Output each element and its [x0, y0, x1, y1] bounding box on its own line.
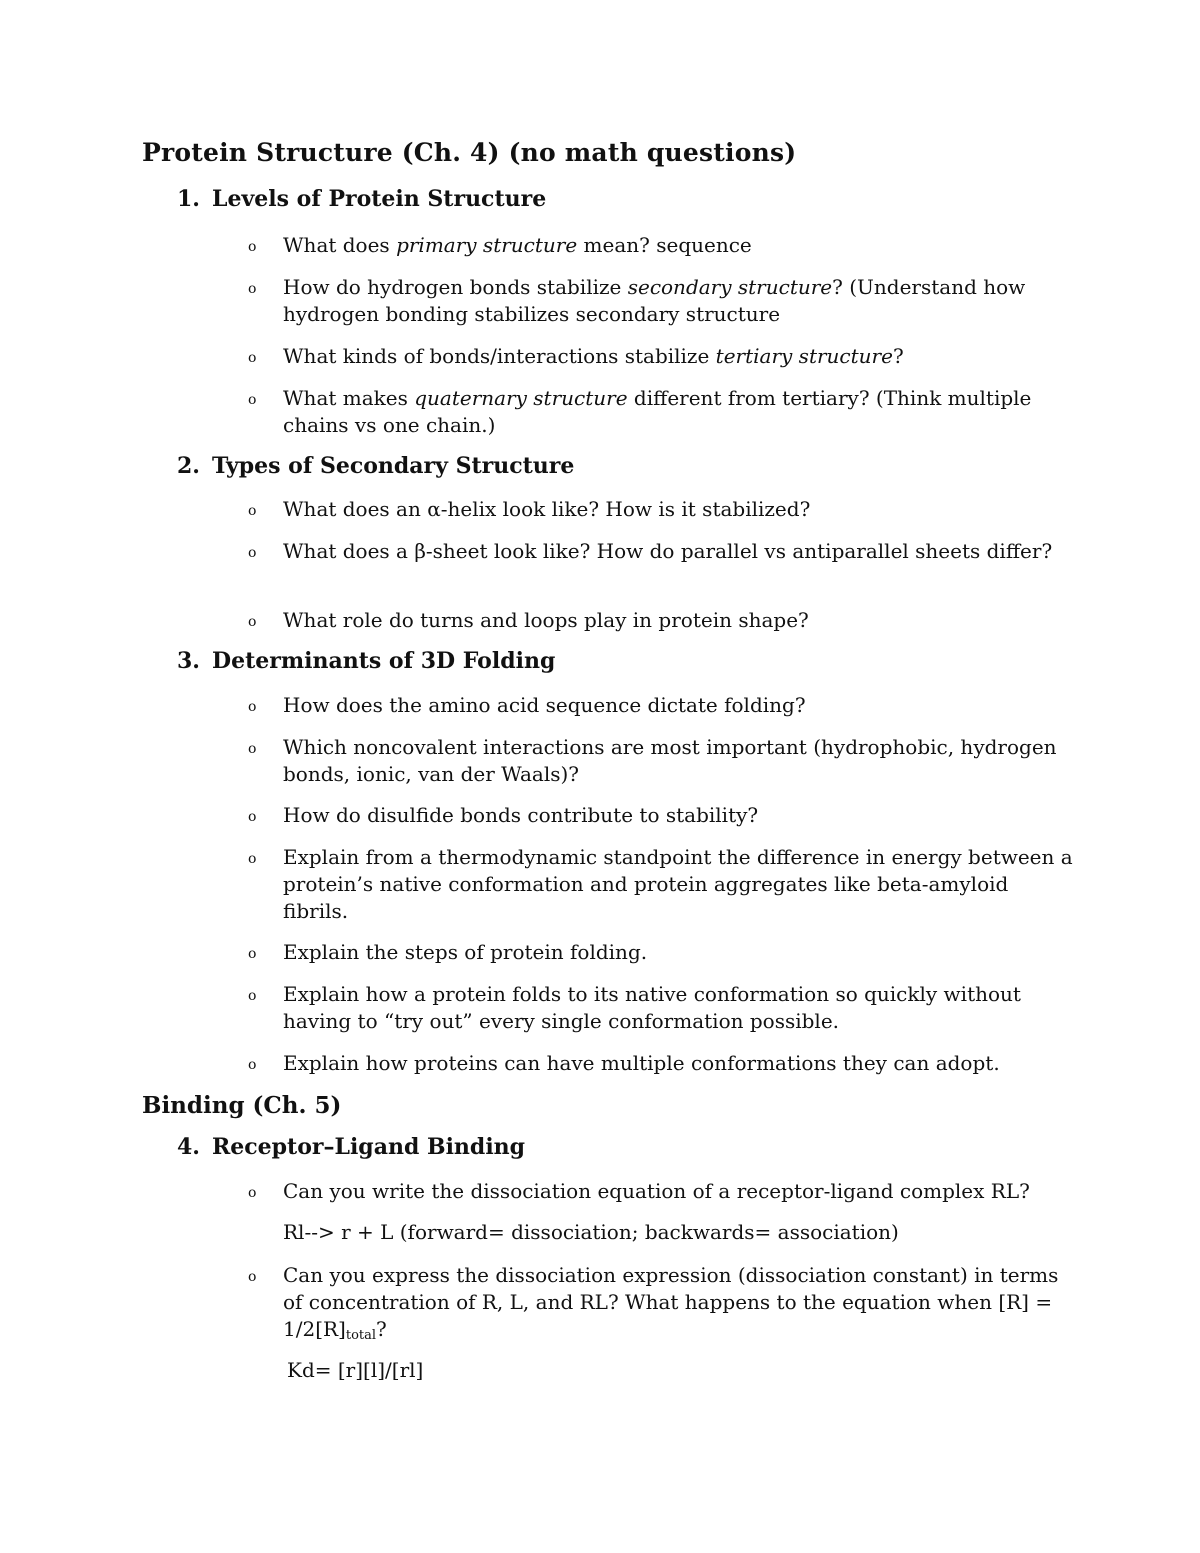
section-number: 1. [177, 186, 200, 212]
bullet-icon: o [248, 741, 257, 757]
bullet-icon: o [248, 1057, 257, 1073]
item-text: Can you express the dissociation expression (dissociation constant) in terms of concentration of R, L, and RL? What happens to the equation when [R] = 1/2[R] [283, 1263, 1059, 1341]
subscript-text: total [345, 1328, 377, 1343]
list-item [248, 1050, 1078, 1077]
item-text: How do disulfide bonds contribute to stability? [283, 803, 759, 827]
item-text: What does a β-sheet look like? How do parallel vs antiparallel sheets differ? [283, 539, 1053, 563]
item-emphasis: primary structure [396, 233, 578, 257]
list-item [248, 734, 1078, 788]
list-item [248, 939, 1078, 966]
bullet-icon: o [248, 350, 257, 366]
bullet-icon: o [248, 1269, 257, 1285]
bullet-icon: o [248, 946, 257, 962]
list-item [248, 1178, 1078, 1205]
item-text: How does the amino acid sequence dictate folding? [283, 693, 806, 717]
list-item [248, 496, 1078, 523]
list-item [248, 538, 1078, 565]
item-text: What kinds of bonds/interactions stabilize [283, 344, 716, 368]
list-item [248, 343, 1078, 370]
section-title: Receptor–Ligand Binding [212, 1134, 526, 1160]
item-text: Can you write the dissociation equation of a receptor-ligand complex RL? [283, 1179, 1030, 1203]
bullet-icon: o [248, 614, 257, 630]
bullet-icon: o [248, 988, 257, 1004]
answer-text: Rl--> r + L (forward= dissociation; backwards= association) [283, 1220, 899, 1244]
item-text: What does an α-helix look like? How is it stabilized? [283, 497, 811, 521]
section-number: 3. [177, 648, 200, 674]
bullet-icon: o [248, 1185, 257, 1201]
list-item [248, 385, 1078, 439]
item-text: What does [283, 233, 397, 257]
list-item [248, 274, 1078, 328]
item-text: different from tertiary? (Think multiple chains vs one chain.) [283, 386, 1032, 437]
item-emphasis: quaternary structure [414, 386, 628, 410]
list-item [248, 844, 1078, 925]
item-text: Explain how a protein folds to its native conformation so quickly without having to “try out” every single conformation possible. [283, 982, 1021, 1033]
item-text: mean? sequence [577, 233, 752, 257]
binding-heading: Binding (Ch. 5) [142, 1092, 342, 1119]
list-item [248, 607, 1078, 634]
section-number: 2. [177, 453, 200, 479]
bullet-icon: o [248, 809, 257, 825]
section-title: Determinants of 3D Folding [212, 648, 556, 674]
bullet-icon: o [248, 392, 257, 408]
bullet-icon: o [248, 503, 257, 519]
bullet-icon: o [248, 851, 257, 867]
answer-text: Kd= [r][l]/[rl] [287, 1358, 424, 1382]
item-text: ? [376, 1317, 387, 1341]
bullet-icon: o [248, 281, 257, 297]
list-item [248, 1262, 1078, 1343]
item-emphasis: secondary structure [627, 275, 833, 299]
item-text: Explain the steps of protein folding. [283, 940, 648, 964]
item-text: ? [892, 344, 904, 368]
item-text: Explain how proteins can have multiple conformations they can adopt. [283, 1051, 1000, 1075]
list-item [248, 232, 1078, 259]
item-text: Which noncovalent interactions are most important (hydrophobic, hydrogen bonds, ionic, van der Waals)? [283, 735, 1057, 786]
section-number: 4. [177, 1134, 200, 1160]
section-heading-secondary [177, 453, 574, 479]
item-text: ? (Understand how hydrogen bonding stabilizes secondary structure [283, 275, 1026, 326]
section-heading-levels [177, 186, 546, 212]
list-item [248, 802, 1078, 829]
section-title: Types of Secondary Structure [212, 453, 575, 479]
item-text: What makes [283, 386, 415, 410]
section-heading-receptor-ligand [177, 1134, 525, 1160]
section-heading-folding [177, 648, 555, 674]
item-text: Explain from a thermodynamic standpoint the difference in energy between a protein’s native conformation and protein aggregates like beta-amyloid fibrils. [283, 845, 1073, 923]
list-item [248, 981, 1078, 1035]
list-item [248, 692, 1078, 719]
item-emphasis: tertiary structure [715, 344, 893, 368]
bullet-icon: o [248, 239, 257, 255]
bullet-icon: o [248, 699, 257, 715]
section-title: Levels of Protein Structure [212, 186, 547, 212]
page-title: Protein Structure (Ch. 4) (no math questions) [142, 138, 797, 167]
item-text: How do hydrogen bonds stabilize [283, 275, 628, 299]
item-text: What role do turns and loops play in protein shape? [283, 608, 809, 632]
bullet-icon: o [248, 545, 257, 561]
